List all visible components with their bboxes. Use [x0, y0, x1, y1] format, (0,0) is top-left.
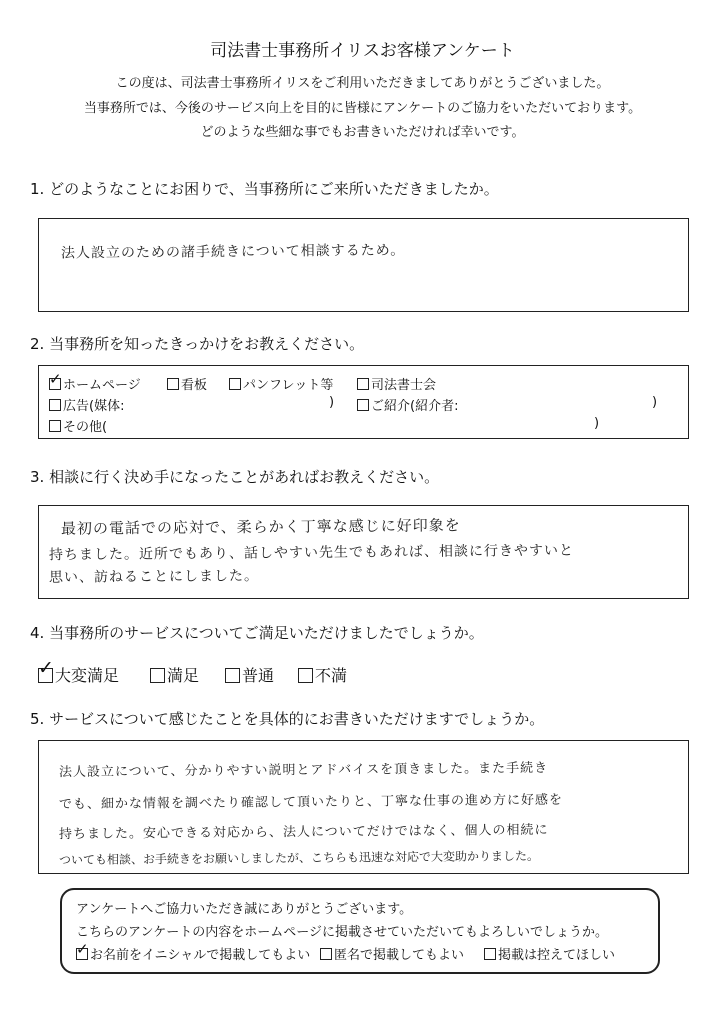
question-5-label: 5. サービスについて感じたことを具体的にお書きいただけますでしょうか。	[30, 710, 545, 728]
checkbox-icon[interactable]	[484, 948, 496, 960]
option-pamphlet[interactable]: パンフレット等	[229, 374, 333, 393]
checkbox-icon[interactable]	[49, 399, 61, 411]
other-close-paren: )	[594, 416, 600, 431]
option-homepage[interactable]: ✓ホームページ	[49, 374, 141, 393]
question-1-answer: 法人設立のための諸手続きについて相談するため。	[60, 242, 406, 262]
option-shihoshoshikai[interactable]: 司法書士会	[357, 374, 436, 393]
checkbox-icon[interactable]	[167, 378, 179, 390]
question-5-answer-box[interactable]	[38, 740, 689, 874]
question-5-answer-line-4: ついても相談、お手続きをお願いしましたが、こちらも迅速な対応で大変助かりました。	[58, 848, 540, 868]
intro-line-3: どのような些細な事でもお書きいただければ幸いです。	[200, 125, 525, 140]
option-daimanzoku[interactable]: ✓大変満足	[38, 663, 119, 686]
question-2-options-box	[38, 365, 689, 439]
option-decline[interactable]: 掲載は控えてほしい	[484, 944, 615, 963]
question-3-answer-box[interactable]	[38, 505, 689, 599]
option-anonymous[interactable]: 匿名で掲載してもよい	[320, 944, 464, 963]
checkbox-checked-icon[interactable]	[76, 948, 88, 960]
question-5-answer-line-1: 法人設立について、分かりやすい説明とアドバイスを頂きました。また手続き	[58, 760, 549, 781]
checkbox-icon[interactable]	[229, 378, 241, 390]
option-fuman[interactable]: 不満	[298, 663, 347, 686]
option-ad[interactable]: 広告(媒体:	[49, 395, 124, 414]
option-futsu[interactable]: 普通	[225, 663, 274, 686]
question-3-label: 3. 相談に行く決め手になったことがあればお教えください。	[30, 468, 440, 486]
checkbox-icon[interactable]	[298, 668, 313, 683]
option-initial[interactable]: ✓お名前をイニシャルで掲載してもよい	[76, 944, 310, 963]
checkbox-checked-icon[interactable]	[49, 378, 61, 390]
intro-line-2: 当事務所では、今後のサービス向上を目的に皆様にアンケートのご協力をいただいております。	[83, 101, 642, 116]
page-title: 司法書士事務所イリスお客様アンケート	[210, 41, 515, 61]
checkbox-icon[interactable]	[320, 948, 332, 960]
checkbox-icon[interactable]	[225, 668, 240, 683]
question-1-label: 1. どのようなことにお困りで、当事務所にご来所いただきましたか。	[30, 180, 499, 198]
introduction-close-paren: )	[652, 395, 658, 410]
option-introduction[interactable]: ご紹介(紹介者:	[357, 395, 458, 414]
question-4-label: 4. 当事務所のサービスについてご満足いただけましたでしょうか。	[30, 624, 484, 642]
footer-thanks: アンケートへご協力いただき誠にありがとうございます。	[76, 902, 413, 917]
option-other[interactable]: その他(	[49, 416, 107, 435]
checkbox-icon[interactable]	[357, 378, 369, 390]
checkbox-icon[interactable]	[357, 399, 369, 411]
question-2-label: 2. 当事務所を知ったきっかけをお教えください。	[30, 335, 365, 353]
option-kanban[interactable]: 看板	[167, 374, 207, 393]
ad-close-paren: )	[329, 395, 335, 410]
checkbox-checked-icon[interactable]	[38, 668, 53, 683]
intro-line-1: この度は、司法書士事務所イリスをご利用いただきましてありがとうございました。	[115, 76, 610, 91]
question-5-answer-line-3: 持ちました。安心できる対応から、法人についてだけではなく、個人の相続に	[58, 822, 549, 843]
option-manzoku[interactable]: 満足	[150, 663, 199, 686]
question-3-answer-line-1: 最初の電話での応対で、柔らかく丁寧な感じに好印象を	[60, 516, 461, 538]
question-5-answer-line-2: でも、細かな情報を調べたり確認して頂いたりと、丁寧な仕事の進め方に好感を	[58, 792, 564, 813]
question-1-answer-box[interactable]	[38, 218, 689, 312]
question-3-answer-line-2: 持ちました。近所でもあり、話しやすい先生でもあれば、相談に行きやすいと	[48, 542, 575, 564]
publication-consent-box	[60, 888, 660, 974]
checkbox-icon[interactable]	[150, 668, 165, 683]
footer-question: こちらのアンケートの内容をホームページに掲載させていただいてもよろしいでしょうか。	[76, 925, 608, 940]
question-3-answer-line-3: 思い、訪ねることにしました。	[48, 568, 260, 586]
checkbox-icon[interactable]	[49, 420, 61, 432]
